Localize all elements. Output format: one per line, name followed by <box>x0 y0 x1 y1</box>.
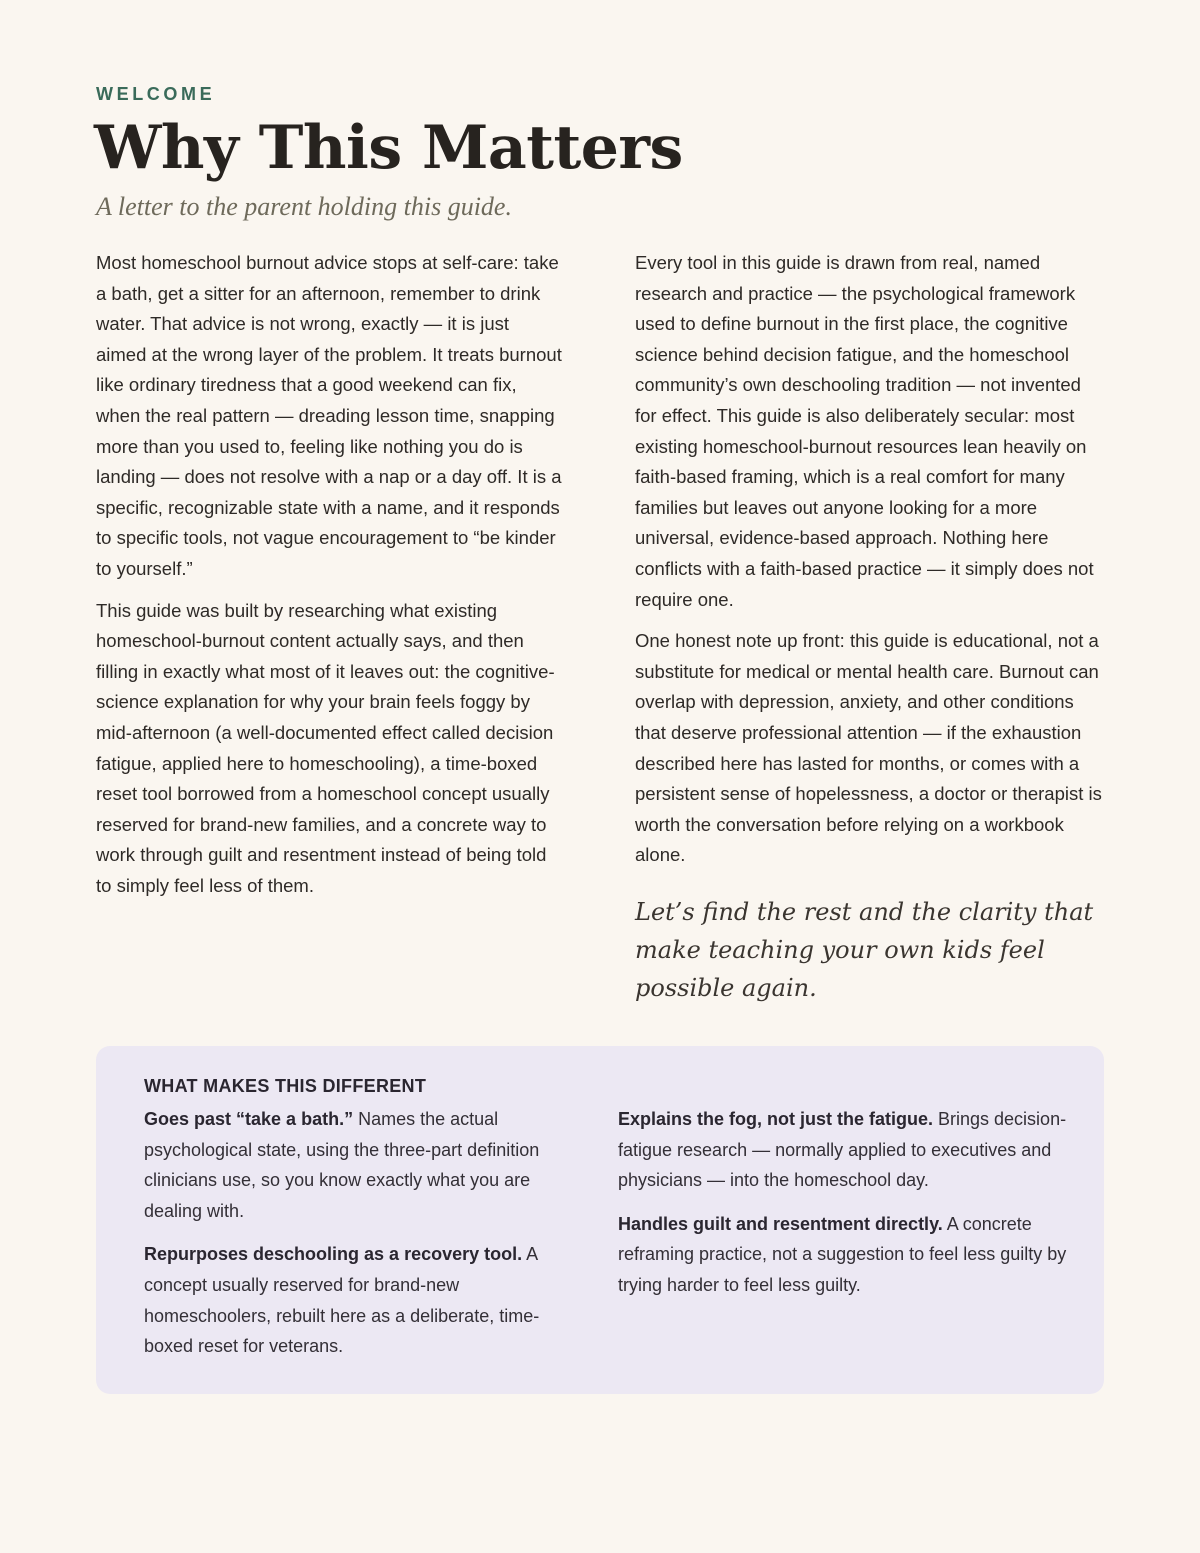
feature-title: Goes past “take a bath.” <box>144 1109 354 1129</box>
feature-text: A concrete reframing practice, not a suggestion to feel less guilty by trying harder to feel less guilty. <box>618 1213 1067 1295</box>
feature-title: Handles guilt and resentment directly. <box>618 1213 943 1234</box>
features-callout-box <box>96 1046 1104 1394</box>
body-paragraph: Most homeschool burnout advice stops at self-care: take a bath, get a sitter for an afternoon, remember to drink water. That advice is not wrong, exactly — it is just aimed at the wrong layer of the problem. It treats burnout like ordinary tiredness that a good weekend can fix, when the real pattern — dreading lesson time, snapping more than you used to, feeling like nothing you do is landing — does not resolve with a nap or a day off. It is a specific, recognizable state with a name, and it responds to specific tools, not vague encouragement to “be kinder to yourself.” <box>96 252 562 579</box>
features-heading: WHAT MAKES THIS DIFFERENT <box>144 1076 427 1096</box>
body-paragraph: One honest note up front: this guide is educational, not a substitute for medical or mental health care. Burnout can overlap with depression, anxiety, and other conditions that deserve professional attention — if the exhaustion described here has lasted for months, or comes with a persistent sense of hopelessness, a doctor or therapist is worth the conversation before relying on a workbook alone. <box>635 630 1102 866</box>
feature-item <box>618 1104 1068 1196</box>
page-title: Why This Matters <box>94 113 683 183</box>
body-paragraph: This guide was built by researching what existing homeschool-burnout content actually says, and then filling in exactly what most of it leaves out: the cognitive-science explanation for why your brain feels foggy by mid-afternoon (a well-documented effect called decision fatigue, applied here to homeschooling), a time-boxed reset tool borrowed from a homeschool concept usually reserved for brand-new families, and a concrete way to work through guilt and resentment instead of being told to simply feel less of them. <box>96 599 555 896</box>
feature-item <box>618 1209 1068 1301</box>
page-subtitle: A letter to the parent holding this guide. <box>96 192 512 221</box>
body-paragraph: Every tool in this guide is drawn from real, named research and practice — the psychological framework used to define burnout in the first place, the cognitive science behind decision fatigue, and the homeschool community’s own deschooling tradition — not invented for effect. This guide is also deliberately secular: most existing homeschool-burnout resources lean heavily on faith-based framing, which is a real comfort for many families but leaves out anyone looking for a more universal, evidence-based approach. Nothing here conflicts with a faith-based practice — it simply does not require one. <box>635 252 1094 610</box>
feature-text: Names the actual psychological state, using the three-part definition clinicians use, so you know exactly what you are dealing with. <box>144 1109 540 1221</box>
features-right-column <box>618 1104 1068 1314</box>
section-eyebrow: WELCOME <box>96 84 216 104</box>
feature-item <box>144 1239 574 1361</box>
feature-text: A concept usually reserved for brand-new homeschoolers, rebuilt here as a deliberate, time-boxed reset for veterans. <box>144 1244 540 1357</box>
features-left-column <box>144 1104 574 1375</box>
right-column <box>635 248 1107 1018</box>
feature-item <box>144 1104 574 1226</box>
closing-quote: Let’s find the rest and the clarity that make teaching your own kids feel possible again. <box>635 897 1094 1002</box>
feature-title: Explains the fog, not just the fatigue. <box>618 1109 934 1129</box>
feature-text: Brings decision-fatigue research — normally applied to executives and physicians — into the homeschool day. <box>618 1109 1067 1191</box>
left-column <box>96 248 564 912</box>
feature-title: Repurposes deschooling as a recovery tool. <box>144 1244 523 1265</box>
